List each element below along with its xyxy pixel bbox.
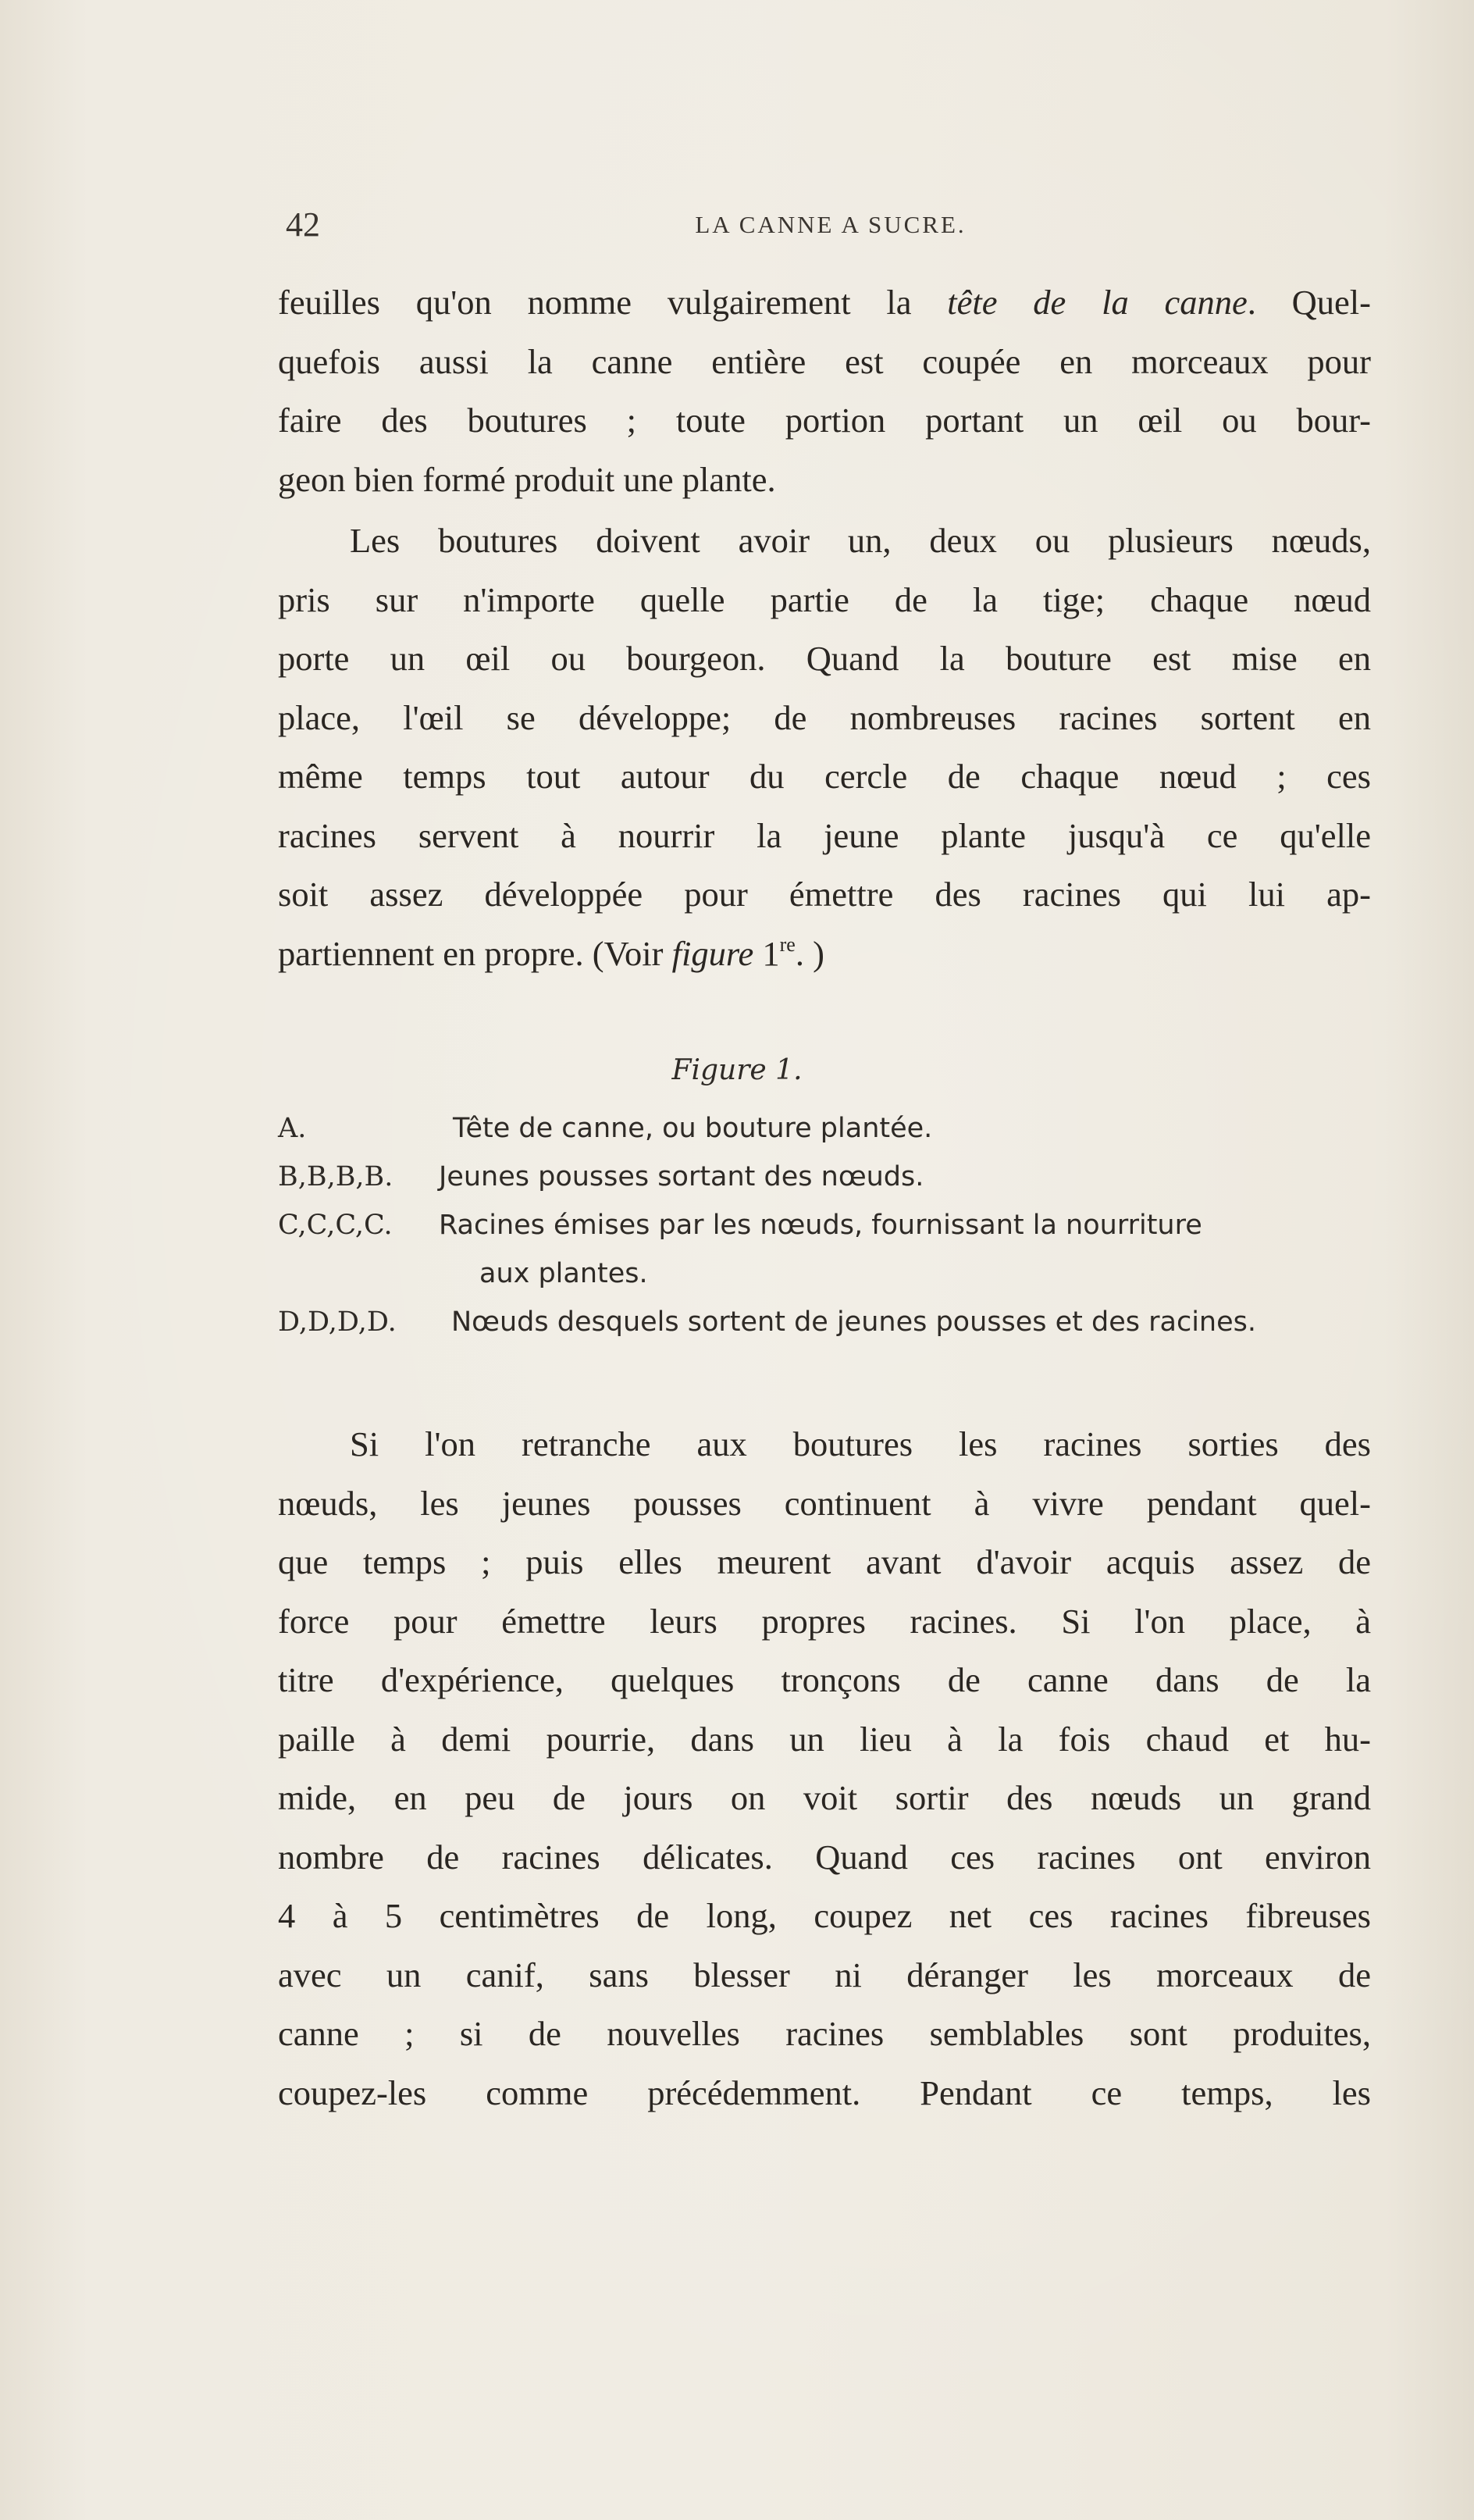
text-line: Les boutures doivent avoir un, deux ou plusieurs nœuds, — [350, 521, 1371, 560]
legend-key: D,D,D,D. — [278, 1306, 397, 1338]
text-line: partiennent en propre. (Voir figure 1re. ) — [278, 932, 824, 973]
legend-row-c-continued — [278, 1258, 1387, 1306]
text-line: 4 à 5 centimètres de long, coupez net ces racines fibreuses — [278, 1896, 1371, 1935]
text-line: titre d'expérience, quelques tronçons de canne dans de la — [278, 1660, 1371, 1699]
page-header — [286, 205, 1376, 244]
paragraph-1 — [278, 273, 1371, 509]
figure-reference: figure — [671, 933, 754, 973]
text-line: porte un œil ou bourgeon. Quand la bouture est mise en — [278, 639, 1371, 678]
legend-row-c — [278, 1210, 1387, 1258]
text-line: paille à demi pourrie, dans un lieu à la fois chaud et hu- — [278, 1719, 1371, 1759]
legend-description: Racines émises par les nœuds, fournissant la nourriture — [439, 1210, 1202, 1241]
text-line: geon bien formé produit une plante. — [278, 459, 776, 499]
text-line: place, l'œil se développe; de nombreuses racines sortent en — [278, 697, 1371, 737]
legend-row-d — [278, 1306, 1387, 1355]
legend-key: C,C,C,C. — [278, 1210, 393, 1241]
text-line: quefois aussi la canne entière est coupée en morceaux pour — [278, 341, 1371, 381]
text-line: canne ; si de nouvelles racines semblables sont produites, — [278, 2014, 1371, 2053]
text-line: coupez-les comme précédemment. Pendant ce temps, les — [278, 2073, 1371, 2112]
text-line: même temps tout autour du cercle de chaque nœud ; ces — [278, 757, 1371, 796]
legend-row-b — [278, 1161, 1387, 1210]
legend-row-a — [278, 1113, 1387, 1161]
text-line: feuilles qu'on nomme vulgairement la tête de la canne. Quel- — [278, 283, 1371, 322]
legend-key: B,B,B,B. — [278, 1161, 393, 1192]
text-line: que temps ; puis elles meurent avant d'avoir acquis assez de — [278, 1542, 1371, 1581]
legend-description: Jeunes pousses sortant des nœuds. — [439, 1161, 924, 1192]
legend-description: Nœuds desquels sortent de jeunes pousses et des racines. — [451, 1306, 1257, 1338]
figure-caption: Figure 1. — [671, 1054, 803, 1086]
text-line: nombre de racines délicates. Quand ces racines ont environ — [278, 1837, 1371, 1877]
figure-legend — [278, 1113, 1387, 1355]
text-line: pris sur n'importe quelle partie de la tige; chaque nœud — [278, 579, 1371, 619]
legend-description: Tête de canne, ou bouture plantée. — [453, 1113, 933, 1144]
legend-description-continued: aux plantes. — [479, 1258, 648, 1289]
page-number: 42 — [286, 205, 320, 244]
running-title: LA CANNE A SUCRE. — [695, 211, 967, 238]
text-line: force pour émettre leurs propres racines. Si l'on place, à — [278, 1601, 1371, 1641]
italic-phrase: tête de la canne — [947, 283, 1248, 322]
text-line: mide, en peu de jours on voit sortir des nœuds un grand — [278, 1778, 1371, 1817]
text-line: nœuds, les jeunes pousses continuent à vivre pendant quel- — [278, 1483, 1371, 1523]
text-line: faire des boutures ; toute portion portant un œil ou bour- — [278, 401, 1371, 440]
text-line: avec un canif, sans blesser ni déranger les morceaux de — [278, 1955, 1371, 1994]
text-line: racines servent à nourrir la jeune plante jusqu'à ce qu'elle — [278, 815, 1371, 855]
paragraph-2 — [278, 511, 1371, 983]
legend-key: A. — [278, 1113, 307, 1144]
text-line: soit assez développée pour émettre des racines qui lui ap- — [278, 875, 1371, 914]
text-line: Si l'on retranche aux boutures les racines sorties des — [350, 1424, 1371, 1463]
paragraph-3 — [278, 1415, 1371, 2123]
